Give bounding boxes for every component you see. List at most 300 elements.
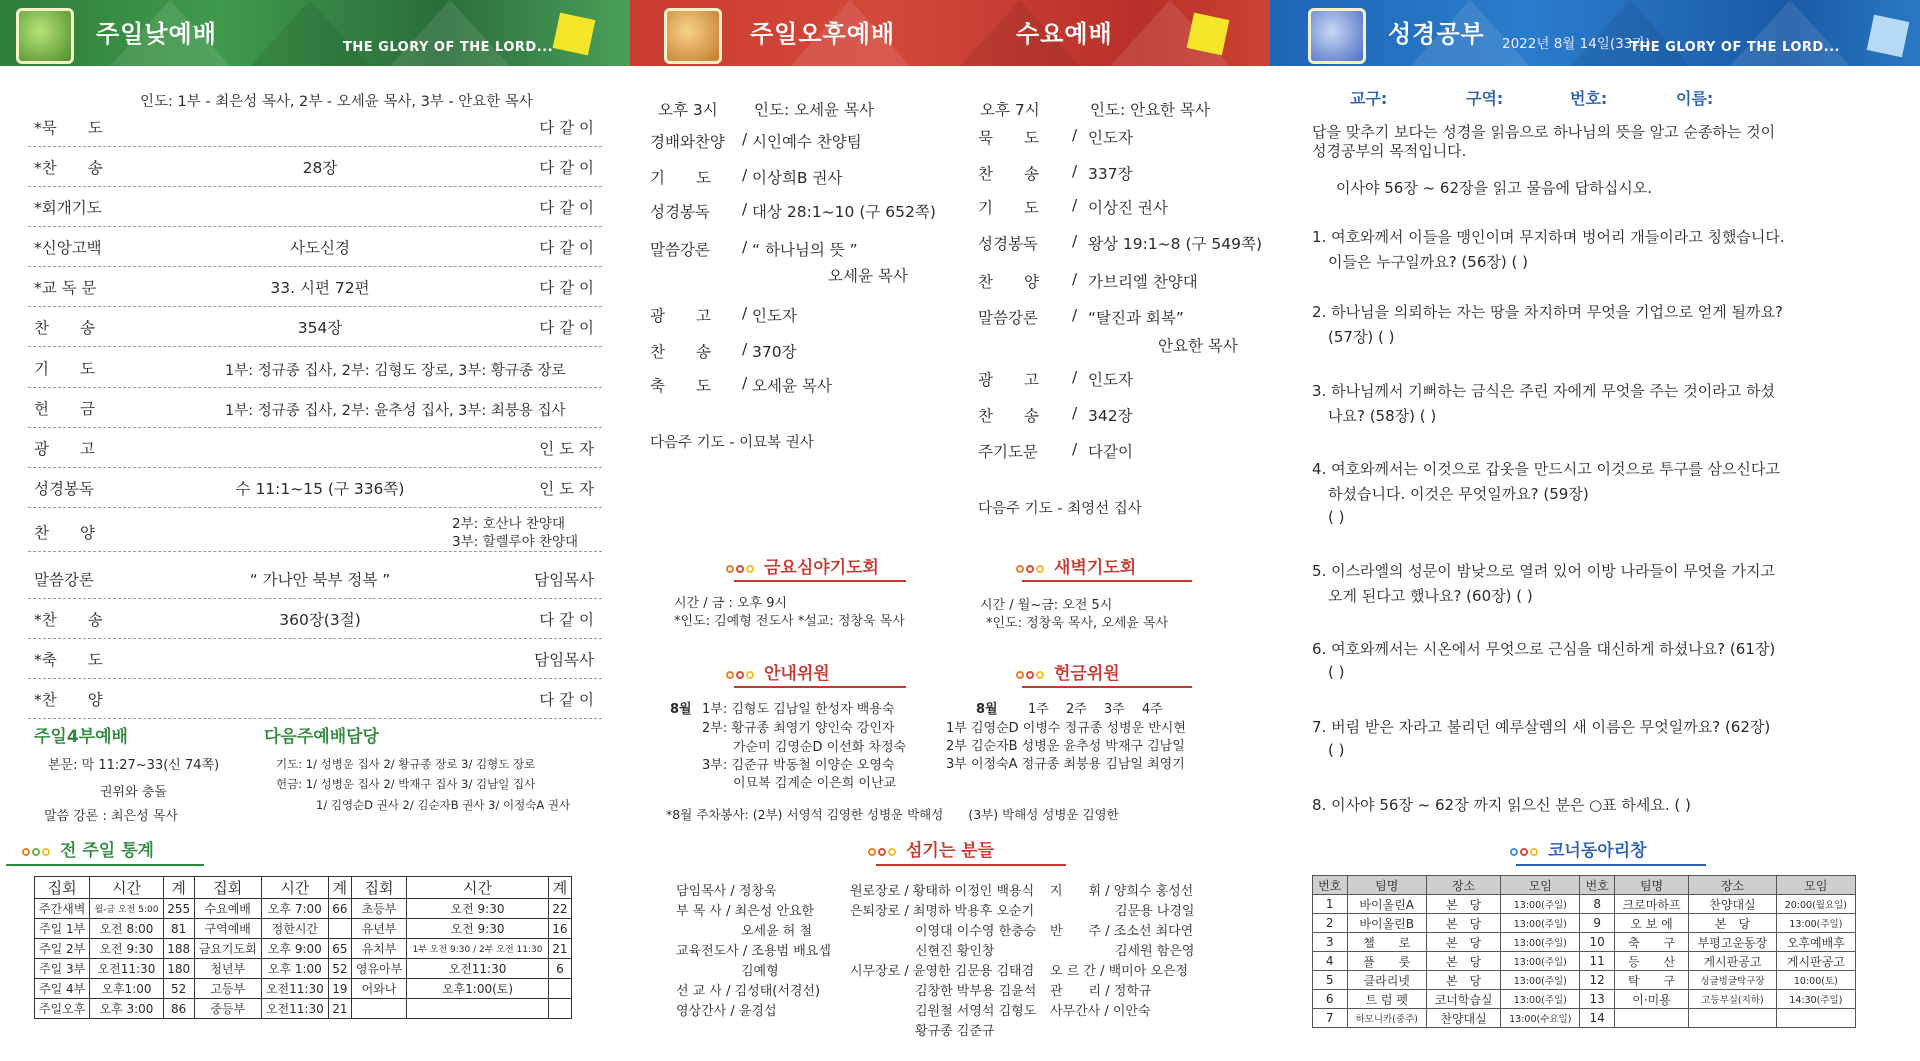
question-line: 2. 하나님을 의뢰하는 자는 땅을 차지하며 무엇을 기업으로 얻게 될까요? [1312,303,1783,321]
order-right-1: 2부: 호산나 찬양대 [452,516,566,532]
bible-study-column [1270,0,1920,1061]
friday-time: 시간 / 금 : 오후 9시 [674,596,788,611]
pm-slash: / [742,374,748,392]
stats-header: 집회 [194,877,261,899]
stats-cell: 오후 3:00 [90,999,163,1019]
pm-label: 성경봉독 [650,203,710,221]
friday-title: 금요심야기도회 [764,558,879,578]
stats-cell: 주간새벽 [35,899,90,919]
afternoon-banner [630,0,1270,66]
order-label: 찬 송 [34,319,95,337]
pm-value: 대상 28:1~10 (구 652쪽) [752,203,936,221]
server-line: 김세원 함은영 [1050,944,1195,959]
yellow-card-icon [553,13,596,56]
corner-cell: 찬양대실 [1689,895,1777,914]
guide-dots-icon [726,664,756,684]
stats-cell: 오전11:30 [90,959,163,979]
order-divider [28,551,602,552]
order-label: 기 도 [34,360,95,378]
order-divider [28,387,602,388]
stats-cell: 86 [163,999,194,1019]
offering-underline [1022,686,1192,688]
pm-value: 시인예수 찬양팀 [752,133,862,151]
corner-title-wrap [1510,836,1647,861]
corner-row [1313,952,1856,971]
stats-header: 계 [328,877,351,899]
question-line: 4. 여호와께서는 이것으로 갑옷을 만드시고 이것으로 투구를 삼으신다고 [1312,460,1780,478]
order-content: 28장 [302,159,338,177]
order-label: 말씀강론 [34,571,94,589]
server-line: 반 주 / 조소선 최다연 [1050,924,1194,939]
corner-header: 모임 [1776,876,1855,895]
stats-cell: 66 [328,899,351,919]
sunday-worship-column [0,0,630,1061]
order-content: 1부: 정규종 집사, 2부: 윤추성 집사, 3부: 최붕용 집사 [225,403,566,419]
corner-cell: 1 [1313,895,1348,914]
server-line: 이영대 이수영 한충승 [850,924,1037,939]
blue-card-icon [1867,15,1910,58]
stats-cell: 어와나 [351,979,406,999]
wed-time: 오후 7시 [980,101,1040,119]
corner-cell: 13:00(주일) [1501,933,1580,952]
offering-line-3: 3부 이정숙A 정규종 최붕용 김남일 최영기 [946,757,1185,772]
server-line: 시무장로 / 윤영한 김문용 김태겸 [850,964,1035,979]
order-content: 수 11:1~15 (구 336쪽) [235,480,405,498]
corner-row [1313,914,1856,933]
wed-slash: / [1072,232,1078,250]
stats-cell: 6 [548,959,571,979]
wed-next-prayer: 다음주 기도 - 최영선 집사 [978,501,1142,517]
corner-cell: 9 [1580,914,1615,933]
question-line: 이들은 누구일까요? (56장) ( ) [1328,253,1528,271]
bible-study-title: 성경공부 [1388,20,1485,48]
fourth-title-line: 권위와 충돌 [100,785,167,800]
server-line: 사무간사 / 이안숙 [1050,1004,1151,1019]
order-right: 다 같 이 [539,611,594,629]
stats-header: 계 [548,877,571,899]
next-week-offering-2: 1/ 김영순D 권사 2/ 김순자B 권사 3/ 이정숙A 권사 [316,798,571,812]
wed-slash: / [1072,404,1078,422]
stats-cell: 오전 9:30 [407,899,549,919]
order-divider [28,346,602,347]
stats-cell: 255 [163,899,194,919]
stats-cell: 52 [328,959,351,979]
server-line: 은퇴장로 / 최명하 박용후 오순기 [850,904,1035,919]
offering-title-wrap [1016,659,1120,684]
stats-table [34,876,572,1019]
question-line: (57장) ( ) [1328,328,1395,346]
corner-header: 팀명 [1614,876,1688,895]
pm-leader: 인도: 오세윤 목사 [754,101,874,119]
question-line: 오게 된다고 했나요? (60장) ( ) [1328,587,1533,605]
offering-head: 1주 2주 3주 4주 [1028,702,1163,717]
stats-cell: 52 [163,979,194,999]
order-divider [28,186,602,187]
order-divider [28,598,602,599]
stats-dots-icon [22,841,52,861]
server-line: 김문용 나경일 [1050,904,1195,919]
corner-cell: 14:30(주일) [1776,990,1855,1009]
dawn-title: 새벽기도회 [1054,558,1137,578]
glory-tagline-2: THE GLORY OF THE LORD... [1630,40,1841,55]
corner-row [1313,990,1856,1009]
question-line: 1. 여호와께서 이들을 맹인이며 무지하며 벙어리 개들이라고 칭했습니다. [1312,228,1785,246]
stats-cell: 영유아부 [351,959,406,979]
corner-header: 장소 [1689,876,1777,895]
stats-header: 시간 [261,877,328,899]
parking-volunteers: *8월 주차봉사: (2부) 서영석 김영한 성병운 박해성 (3부) 박해성 성병운 김영한 [666,807,1119,822]
order-divider [28,718,602,719]
corner-cell: 축 구 [1614,933,1688,952]
corner-cell: 플 룻 [1347,952,1426,971]
stats-cell: 주일 4부 [35,979,90,999]
offering-line-1: 1부 김영순D 이병수 정규종 성병운 반시현 [946,721,1186,736]
order-divider [28,678,602,679]
question-line: 5. 이스라엘의 성문이 밤낮으로 열려 있어 이방 나라들이 무엇을 가지고 [1312,562,1775,580]
corner-row [1313,895,1856,914]
wed-value: 이상진 권사 [1088,199,1168,217]
stats-cell [548,979,571,999]
wed-value: 인도자 [1088,371,1133,389]
leaders-line: 인도: 1부 - 최은성 목사, 2부 - 오세윤 목사, 3부 - 안요한 목사 [140,94,533,110]
corner-cell: 2 [1313,914,1348,933]
bible-study-banner [1270,0,1920,66]
friday-dots-icon [726,558,756,578]
corner-cell: 이·미용 [1614,990,1688,1009]
servers-dots-icon [868,841,898,861]
corner-cell: 찬양대실 [1426,1009,1500,1028]
wed-value: 인도자 [1088,129,1133,147]
wed-slash: / [1072,196,1078,214]
stats-cell: 오후 7:00 [261,899,328,919]
corner-cell: 바이올린A [1347,895,1426,914]
study-date: 2022년 8월 14일(33과) [1502,36,1651,52]
stats-cell: 구역예배 [194,919,261,939]
pm-slash: / [742,130,748,148]
sunday-worship-title: 주일낮예배 [96,20,217,48]
stats-cell: 주일 1부 [35,919,90,939]
order-right: 담임목사 [534,651,594,669]
wed-slash: / [1072,440,1078,458]
stats-header: 집회 [351,877,406,899]
order-label: *회개기도 [34,199,102,217]
corner-cell: 11 [1580,952,1615,971]
stats-row [35,939,572,959]
wed-label: 광 고 [978,371,1039,389]
stats-cell: 65 [328,939,351,959]
wed-label: 말씀강론 [978,309,1038,327]
stats-cell: 오전11:30 [261,999,328,1019]
server-line: 신현진 황인창 [850,944,995,959]
pm-next-prayer: 다음주 기도 - 이묘복 권사 [650,435,814,451]
order-divider [28,427,602,428]
friday-title-wrap [726,553,879,578]
wednesday-title: 수요예배 [1016,20,1113,48]
question-line: 7. 버림 받은 자라고 불리던 예루살렘의 새 이름은 무엇일까요? (62장) [1312,718,1771,736]
stats-cell: 오후1:00 [90,979,163,999]
stats-cell: 180 [163,959,194,979]
stats-cell: 유치부 [351,939,406,959]
order-divider [28,638,602,639]
servers-underline [876,864,1066,866]
order-right-2: 3부: 할렐루야 찬양대 [452,534,579,550]
corner-cell: 게시판공고 [1689,952,1777,971]
dawn-underline [1022,580,1192,582]
server-line: 지 휘 / 양희수 홍성선 [1050,884,1194,899]
flower-photo-icon [1308,8,1366,64]
pm-label: 경배와찬양 [650,133,725,151]
order-content: 33. 시편 72편 [270,279,370,297]
corner-row [1313,1009,1856,1028]
server-line: 오세윤 허 철 [676,924,813,939]
order-label: *찬 송 [34,611,103,629]
corner-cell: 클라리넷 [1347,971,1426,990]
guide-line-2: 2부: 황규종 최영기 양인숙 강인자 [702,721,895,736]
corner-cell: 13:00(주일) [1501,971,1580,990]
wed-label: 찬 송 [978,165,1039,183]
stats-cell: 오전 8:00 [90,919,163,939]
stats-cell: 1부 오전 9:30 / 2부 오전 11:30 [407,939,549,959]
corner-cell [1776,1009,1855,1028]
stats-row [35,959,572,979]
question-line: ( ) [1328,663,1345,681]
pm-slash: / [742,200,748,218]
corner-cell: 게시판공고 [1776,952,1855,971]
afternoon-wednesday-column [630,0,1270,1061]
server-line: 원로장로 / 황태하 이정인 백용식 [850,884,1035,899]
field-name: 이름: [1676,89,1714,108]
guide-title: 안내위원 [764,664,830,684]
question-line: ( ) [1328,741,1345,759]
server-line: 김창한 박부용 김윤석 [850,984,1037,999]
stats-cell: 21 [328,999,351,1019]
corner-cell: 13:00(주일) [1501,990,1580,1009]
stats-cell: 청년부 [194,959,261,979]
corner-cell: 본 당 [1426,895,1500,914]
dawn-time: 시간 / 월~금: 오전 5시 [980,598,1113,613]
order-content: 1부: 정규종 집사, 2부: 김형도 장로, 3부: 황규종 장로 [225,363,566,379]
corner-cell [1614,1009,1688,1028]
guide-underline [734,686,906,688]
stats-row [35,919,572,939]
corner-cell: 오후예배후 [1776,933,1855,952]
stats-cell [407,999,549,1019]
order-right: 다 같 이 [539,691,594,709]
corner-cell: 13:00(주일) [1501,914,1580,933]
dawn-title-wrap [1016,553,1136,578]
stats-cell: 오전11:30 [261,979,328,999]
order-divider [28,507,602,508]
stats-cell: 오후 9:00 [261,939,328,959]
wed-value: 가브리엘 찬양대 [1088,273,1198,291]
pm-value: 오세윤 목사 [752,377,832,395]
order-right: 다 같 이 [539,159,594,177]
order-right: 인 도 자 [539,480,594,498]
stats-cell: 주일오후 [35,999,90,1019]
stats-cell [328,919,351,939]
intro-line-2: 성경공부의 목적입니다. [1312,142,1467,160]
wed-label: 묵 도 [978,129,1039,147]
stats-header: 시간 [407,877,549,899]
corner-underline [1516,864,1706,866]
pm-slash: / [742,238,748,256]
guide-line-3: 가순미 김영순D 이선화 차정숙 [733,740,907,755]
servers-title: 섬기는 분들 [906,841,995,861]
corner-cell: 6 [1313,990,1348,1009]
stats-cell: 금요기도회 [194,939,261,959]
stats-cell [351,999,406,1019]
stats-row [35,899,572,919]
pm-label: 말씀강론 [650,241,710,259]
wed-leader: 인도: 안요한 목사 [1090,101,1210,119]
stats-underline [6,864,204,866]
wed-value: 왕상 19:1~8 (구 549쪽) [1088,235,1263,253]
order-label: *찬 송 [34,159,103,177]
wed-slash: / [1072,126,1078,144]
pm-value: 인도자 [752,307,797,325]
corner-cell: 바이올린B [1347,914,1426,933]
wed-label: 기 도 [978,199,1039,217]
stats-cell: 정한시간 [261,919,328,939]
stats-header: 시간 [90,877,163,899]
fourth-text-line: 본문: 막 11:27~33(신 74쪽) [48,758,220,773]
corner-cell: 13:00(주일) [1501,895,1580,914]
pm-value: “ 하나님의 뜻 ” [752,241,858,259]
corner-cell: 싱글벙글탁구장 [1689,971,1777,990]
order-label: *찬 양 [34,691,103,709]
field-district: 교구: [1350,89,1388,108]
server-line: 부 목 사 / 최은성 안요한 [676,904,815,919]
corner-cell [1689,1009,1777,1028]
stats-cell: 188 [163,939,194,959]
corner-cell: 13 [1580,990,1615,1009]
glory-tagline: THE GLORY OF THE LORD... [343,40,554,55]
corner-cell: 7 [1313,1009,1348,1028]
pm-time: 오후 3시 [658,101,718,119]
fourth-preacher-line: 말씀 강론 : 최은성 목사 [44,809,178,824]
server-line: 관 리 / 정학규 [1050,984,1152,999]
corner-cell: 첼 로 [1347,933,1426,952]
question-line: 3. 하나님께서 기뻐하는 금식은 주린 자에게 무엇을 주는 것이라고 하셨 [1312,382,1775,400]
study-instruction: 이사야 56장 ~ 62장을 읽고 물음에 답하십시오. [1336,179,1652,197]
server-line: 김예형 [676,964,779,979]
server-line: 담임목사 / 정창욱 [676,884,777,899]
order-divider [28,146,602,147]
corner-cell: 8 [1580,895,1615,914]
stats-row [35,979,572,999]
leaf-photo-icon [16,8,74,64]
wed-label: 찬 송 [978,407,1039,425]
corner-row [1313,971,1856,990]
order-label: 헌 금 [34,400,95,418]
order-label: *신앙고백 [34,239,102,257]
pm-value: 이상희B 권사 [752,169,843,187]
stats-cell: 오전11:30 [407,959,549,979]
corner-cell: 본 당 [1426,914,1500,933]
order-label: *축 도 [34,651,103,669]
corner-cell: 13:00(주일) [1776,914,1855,933]
order-divider [28,467,602,468]
wed-value: 다같이 [1088,443,1133,461]
corner-club-table [1312,875,1856,1028]
friday-leaders: *인도: 김예형 전도사 *설교: 정창욱 목사 [674,614,905,629]
corner-cell: 부평고운동장 [1689,933,1777,952]
pm-slash: / [742,304,748,322]
order-right: 인 도 자 [539,440,594,458]
next-week-title: 다음주예배담당 [264,727,379,747]
next-week-prayer: 기도: 1/ 성병운 집사 2/ 황규종 장로 3/ 김형도 장로 [276,757,536,771]
field-number: 번호: [1570,89,1608,108]
corner-cell: 13:00(수요일) [1501,1009,1580,1028]
server-line: 김원철 서영석 김형도 [850,1004,1037,1019]
corner-cell: 크로마하프 [1614,895,1688,914]
stats-cell: 수요예배 [194,899,261,919]
pm-label: 축 도 [650,377,711,395]
stats-cell: 81 [163,919,194,939]
corner-header: 팀명 [1347,876,1426,895]
dawn-leaders: *인도: 정창욱 목사, 오세윤 목사 [986,616,1169,631]
corner-cell: 탁 구 [1614,971,1688,990]
corner-cell: 본 당 [1426,971,1500,990]
corner-dots-icon [1510,841,1540,861]
yellow-card-icon-2 [1187,13,1230,56]
pm-label: 기 도 [650,169,711,187]
stats-row [35,999,572,1019]
wed-slash: / [1072,162,1078,180]
food-photo-icon [664,8,722,64]
offering-month: 8월 [976,702,998,717]
order-label: *묵 도 [34,119,103,137]
corner-cell: 3 [1313,933,1348,952]
stats-cell: 유년부 [351,919,406,939]
order-label: 찬 양 [34,524,95,542]
intro-line-1: 답을 맞추기 보다는 성경을 읽음으로 하나님의 뜻을 알고 순종하는 것이 [1312,123,1776,141]
wed-label: 찬 양 [978,273,1039,291]
order-content: 사도신경 [290,239,350,257]
corner-header: 번호 [1313,876,1348,895]
corner-title: 코너동아리창 [1548,841,1647,861]
server-line: 오 르 간 / 백미아 오은정 [1050,964,1189,979]
question-line: ( ) [1328,508,1345,526]
stats-title: 전 주일 통계 [60,841,154,861]
corner-row [1313,933,1856,952]
order-right: 다 같 이 [539,279,594,297]
offering-line-2: 2부 김순자B 성병운 윤추성 박재구 김남일 [946,739,1185,754]
corner-cell: 고등부실(지하) [1689,990,1777,1009]
question-line: 8. 이사야 56장 ~ 62장 까지 읽으신 분은 ○표 하세요. ( ) [1312,796,1691,814]
server-line: 황규종 김준규 [850,1024,995,1039]
corner-cell: 코너학습실 [1426,990,1500,1009]
stats-cell: 22 [548,899,571,919]
guide-month: 8월 [670,702,692,717]
guide-line-5: 이묘복 김계순 이은희 이난교 [733,776,897,791]
stats-cell: 주일 3부 [35,959,90,979]
pm-label: 광 고 [650,307,711,325]
offering-dots-icon [1016,664,1046,684]
wed-preacher: 안요한 목사 [1158,337,1238,355]
order-right: 다 같 이 [539,119,594,137]
dawn-dots-icon [1016,558,1046,578]
pm-slash: / [742,166,748,184]
wed-value: 342장 [1088,407,1133,425]
server-line: 교육전도사 / 조용범 배요셉 [676,944,831,959]
guide-line-1: 1부: 김형도 김남일 한성자 백용숙 [702,702,895,717]
stats-cell: 오전 9:30 [90,939,163,959]
wed-value: “탈진과 회복” [1088,309,1184,327]
offering-title: 헌금위원 [1054,664,1120,684]
stats-cell: 오후 1:00 [261,959,328,979]
wed-value: 337장 [1088,165,1133,183]
